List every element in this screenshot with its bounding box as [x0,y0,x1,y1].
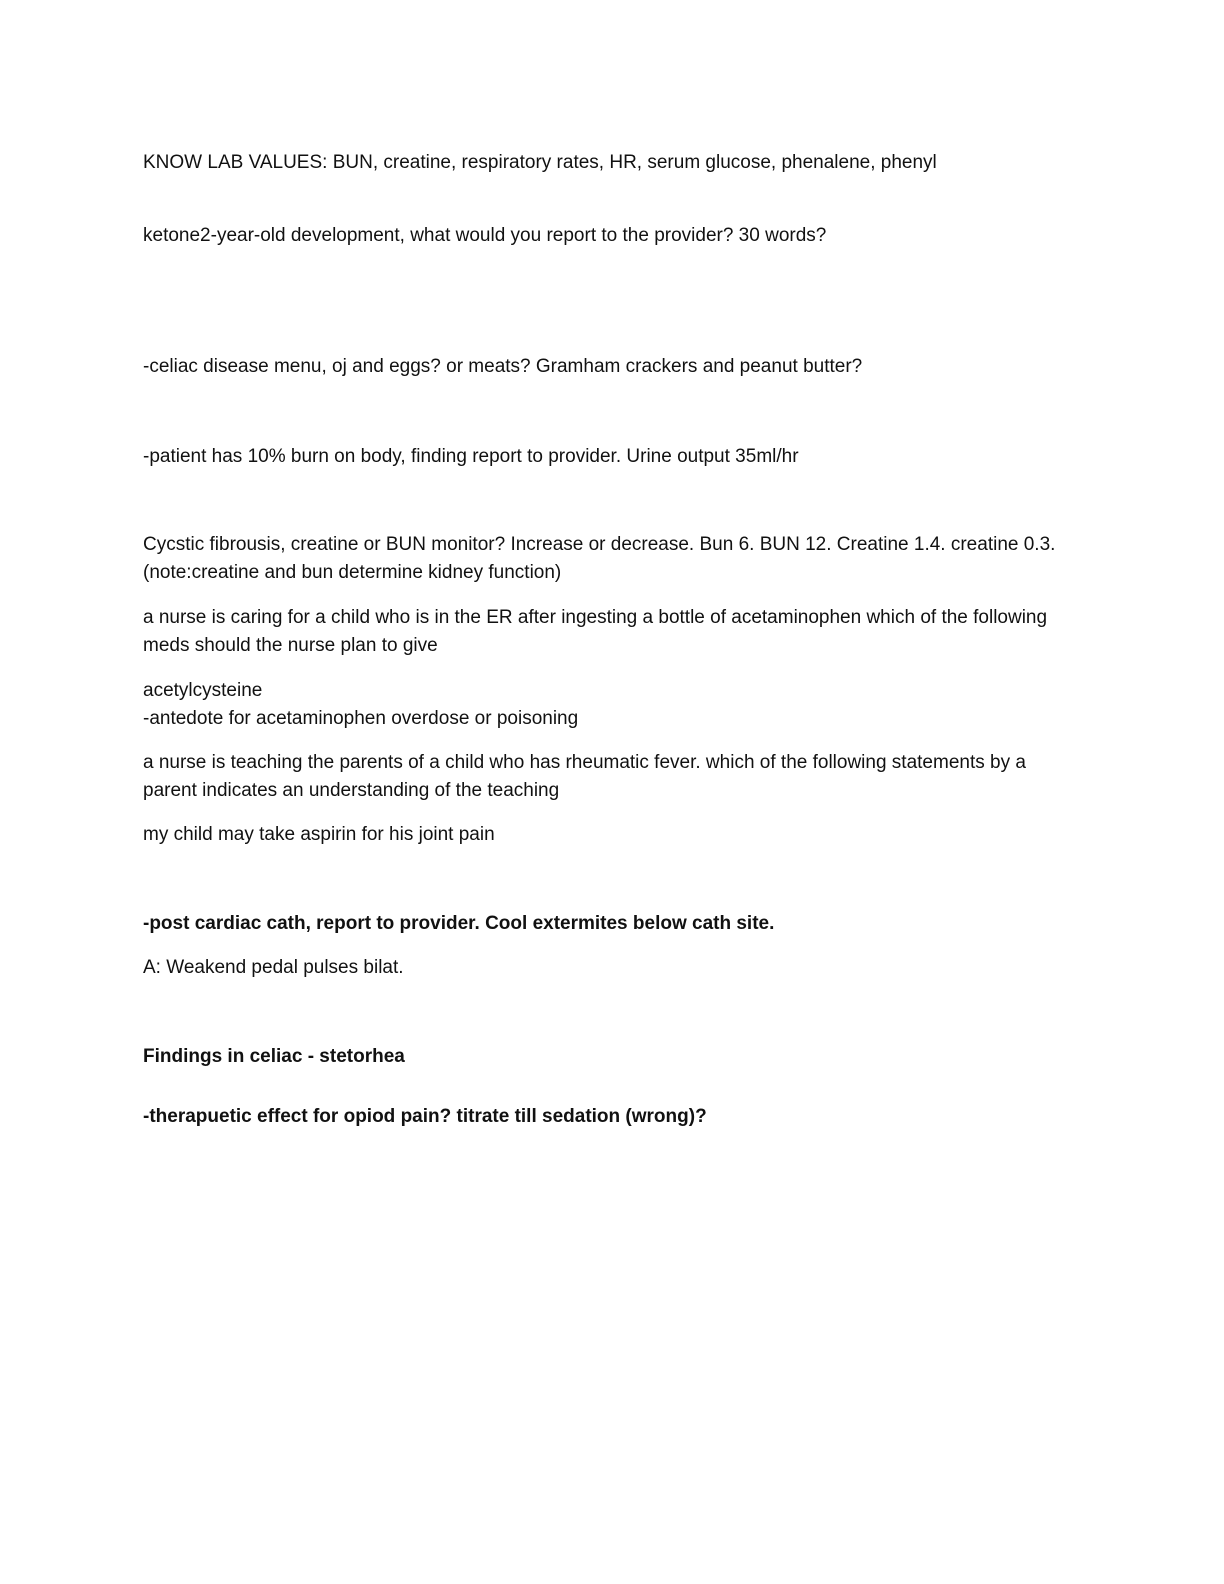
antidote-note: -antedote for acetaminophen overdose or poisoning [143,708,579,729]
development-question-line: ketone2-year-old development, what would you report to the provider? 30 words? [143,225,827,246]
aspirin-answer: my child may take aspirin for his joint pain [143,824,495,845]
cystic-fibrosis-paragraph: Cycstic fibrousis, creatine or BUN monitor? Increase or decrease. Bun 6. BUN 12. Creatine 1.4. creatine 0.3. (note:creatine and bun determine kidney function) [143,534,1056,583]
lab-values-line: KNOW LAB VALUES: BUN, creatine, respiratory rates, HR, serum glucose, phenalene, phenyl [143,152,937,173]
pedal-pulses-answer: A: Weakend pedal pulses bilat. [143,957,404,978]
opioid-effect-line: -therapuetic effect for opiod pain? titrate till sedation (wrong)? [143,1106,707,1127]
cardiac-cath-line: -post cardiac cath, report to provider. Cool extermites below cath site. [143,913,775,934]
acetylcysteine-answer: acetylcysteine [143,680,263,701]
celiac-menu-line: -celiac disease menu, oj and eggs? or meats? Gramham crackers and peanut butter? [143,356,863,377]
burn-patient-line: -patient has 10% burn on body, finding report to provider. Urine output 35ml/hr [143,446,799,467]
rheumatic-fever-question-paragraph: a nurse is teaching the parents of a child who has rheumatic fever. which of the following statements by a parent indicates an understanding of the teaching [143,752,1026,801]
acetaminophen-question-paragraph: a nurse is caring for a child who is in the ER after ingesting a bottle of acetaminophen which of the following meds should the nurse plan to give [143,607,1048,656]
celiac-findings-line: Findings in celiac - stetorhea [143,1046,405,1067]
